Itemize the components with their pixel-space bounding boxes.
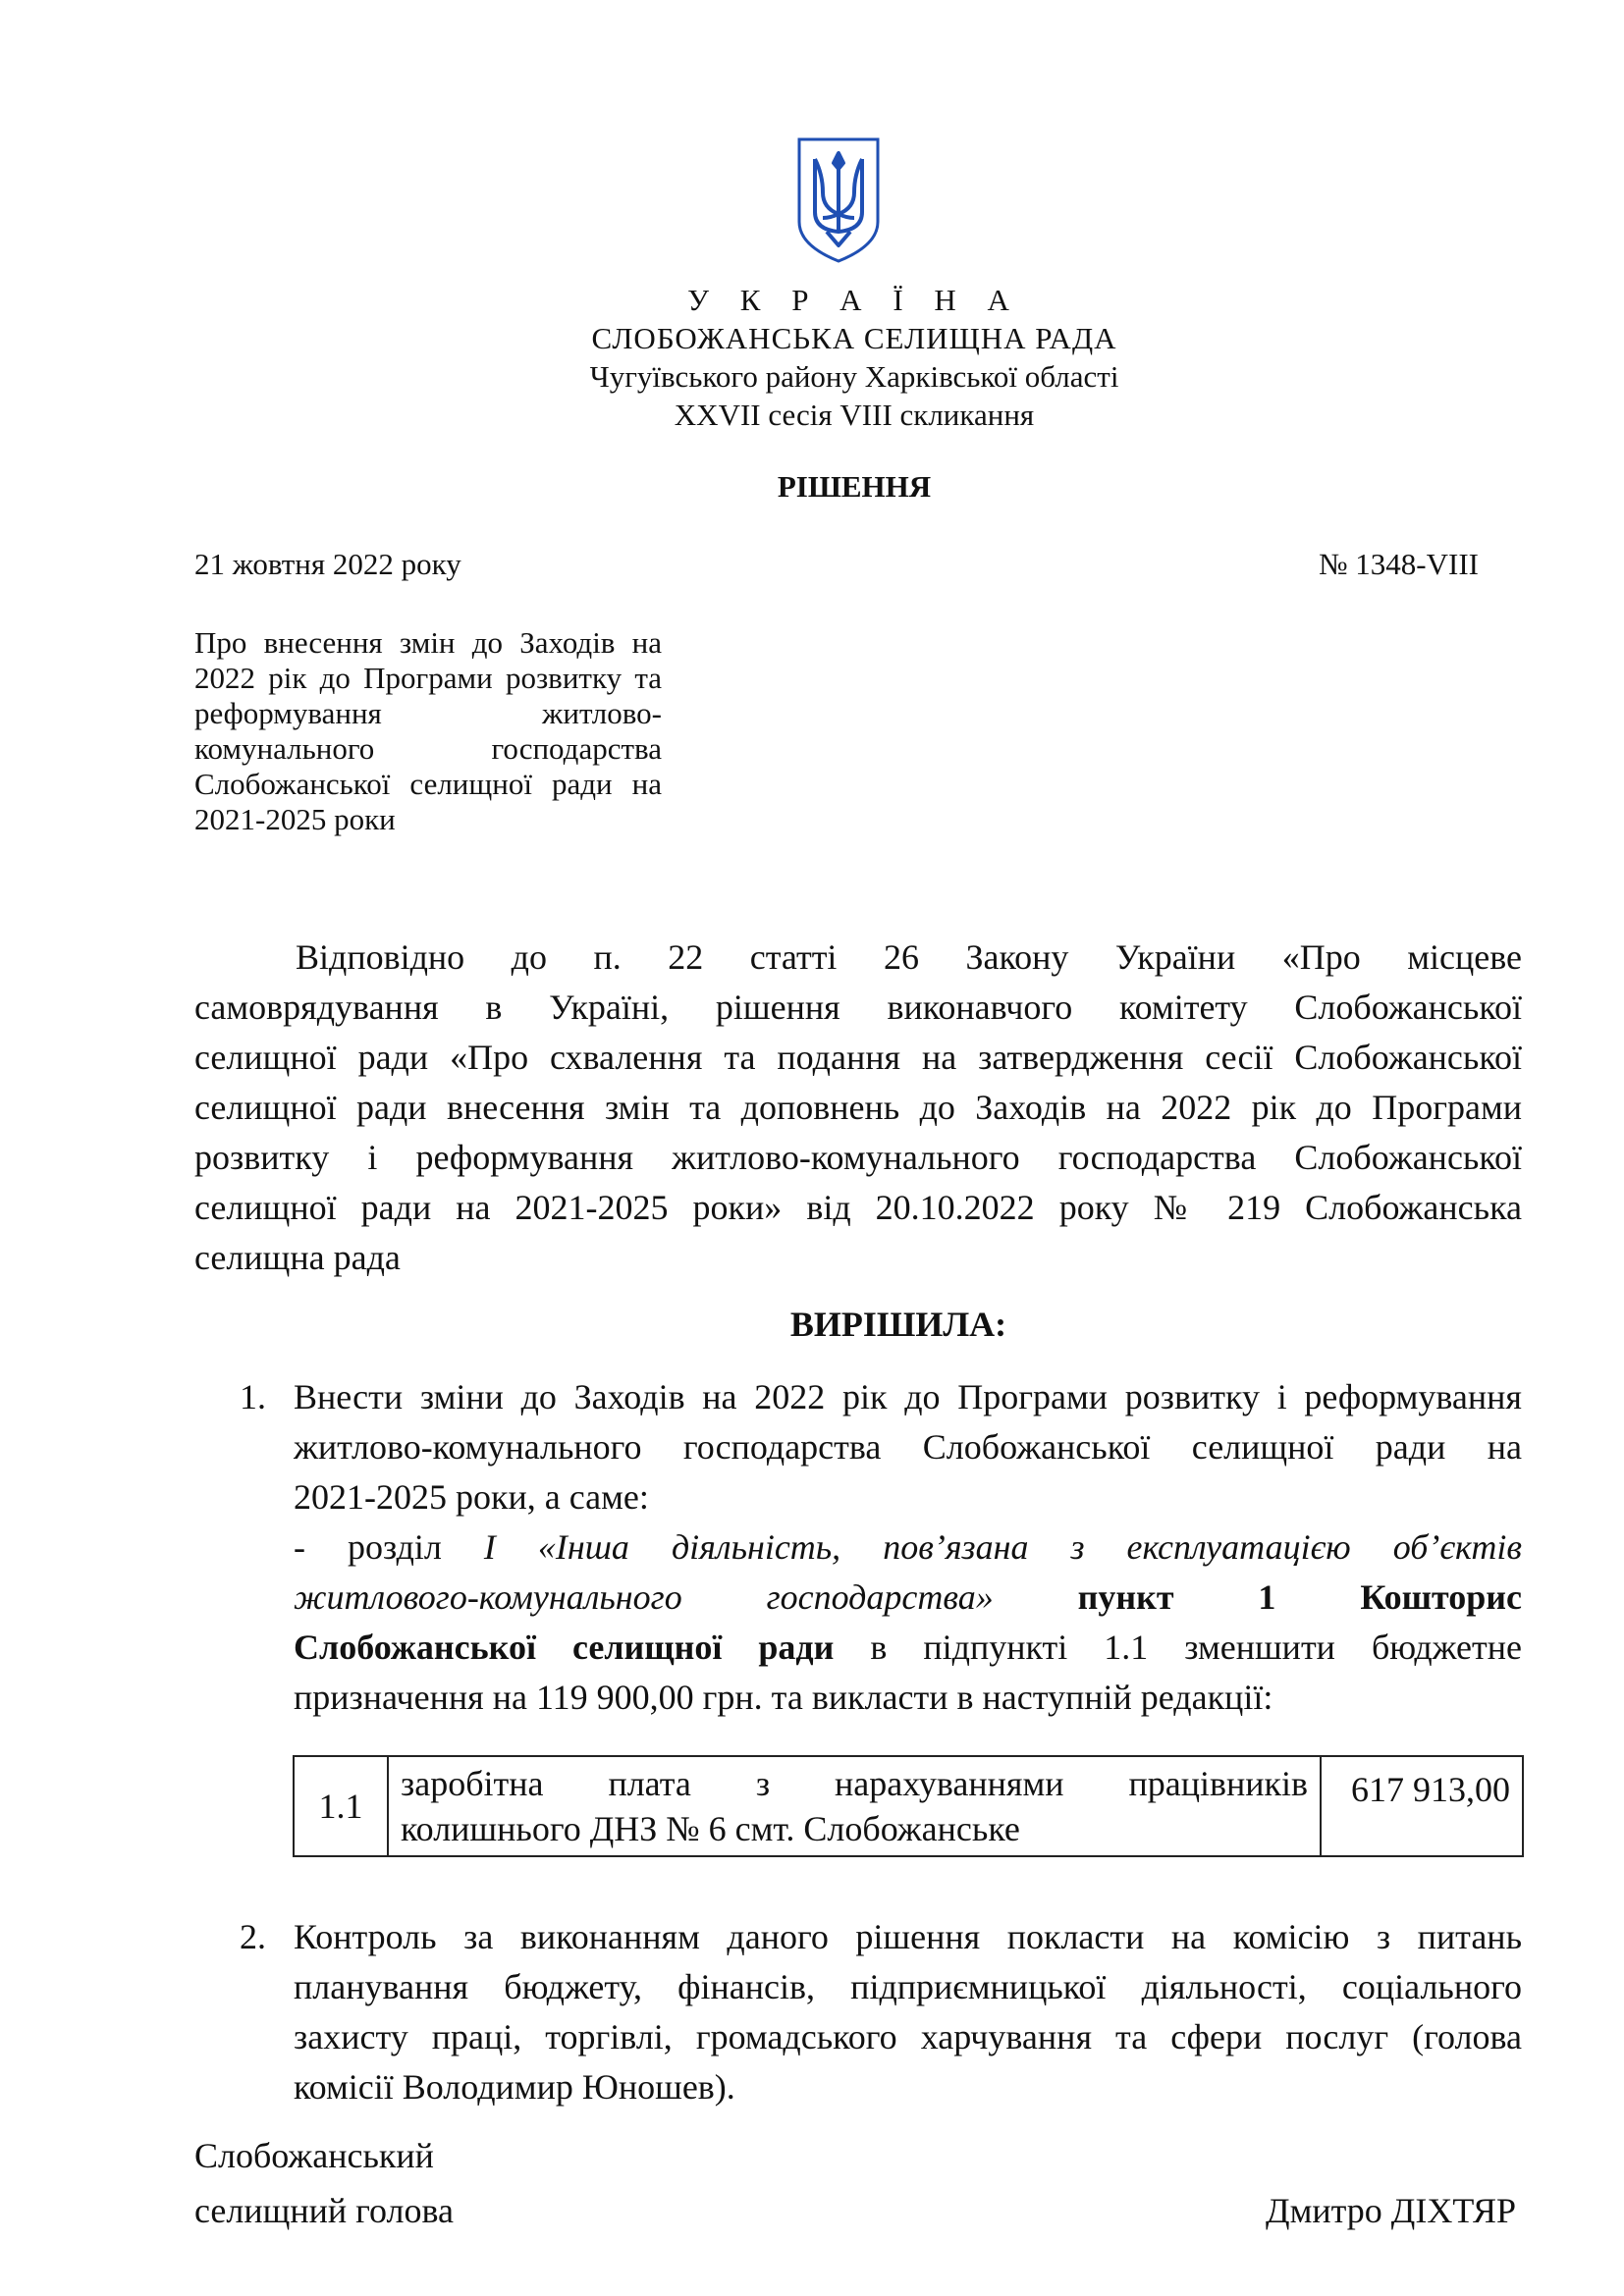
item-number: 2. bbox=[240, 1917, 266, 1956]
table-row bbox=[294, 1756, 1523, 1856]
signatory-title-line: Слобожанський bbox=[194, 2136, 434, 2175]
subject-line: 2022 рік до Програми розвитку та bbox=[194, 661, 662, 695]
description-line: заробітна плата з нарахуваннями працівників bbox=[401, 1764, 1308, 1803]
point-title-bold: Слобожанської селищної ради bbox=[294, 1628, 835, 1667]
preamble-line: розвитку і реформування житлово-комунального господарства Слобожанської bbox=[194, 1138, 1522, 1177]
subject-line: Про внесення змін до Заходів на bbox=[194, 625, 662, 660]
item-line: Контроль за виконанням даного рішення покласти на комісію з питань bbox=[294, 1917, 1522, 1956]
preamble-line: самоврядування в Україні, рішення виконавчого комітету Слобожанської bbox=[194, 988, 1522, 1027]
subject-line: реформування житлово- bbox=[194, 696, 662, 730]
item-line bbox=[294, 1573, 1522, 1623]
item-line: 2021-2025 роки, а саме: bbox=[294, 1477, 649, 1517]
subject-line: комунального господарства bbox=[194, 731, 662, 766]
preamble-line: селищної ради внесення змін та доповнень до Заходів на 2022 рік до Програми bbox=[194, 1088, 1522, 1127]
item-line: планування бюджету, фінансів, підприємницької діяльності, соціального bbox=[294, 1967, 1522, 2006]
item-text bbox=[294, 1912, 1522, 2112]
district-heading: Чугуївського району Харківської області bbox=[589, 359, 1119, 394]
table-cell-code: 1.1 bbox=[294, 1756, 388, 1856]
item-line: призначення на 119 900,00 грн. та викласти в наступній редакції: bbox=[294, 1678, 1273, 1717]
country-heading: У К Р А Ї Н А bbox=[687, 283, 1021, 317]
item-text bbox=[294, 1372, 1522, 1723]
resolved-heading: ВИРІШИЛА: bbox=[789, 1305, 1007, 1344]
description-line: колишнього ДНЗ № 6 смт. Слобожанське bbox=[401, 1809, 1020, 1848]
item-line: комісії Володимир Юношев). bbox=[294, 2067, 735, 2107]
preamble-line: селищна рада bbox=[194, 1238, 401, 1277]
signatory-name: Дмитро ДІХТЯР bbox=[1266, 2191, 1516, 2230]
signatory-title-line: селищний голова bbox=[194, 2191, 455, 2230]
subject-line: Слобожанської селищної ради на bbox=[194, 767, 662, 801]
preamble-line: Відповідно до п. 22 статті 26 Закону України «Про місцеве bbox=[296, 937, 1522, 977]
item-line bbox=[294, 1623, 1522, 1673]
point-title-bold: пункт 1 Кошторис bbox=[993, 1577, 1522, 1617]
tryzub-coat-of-arms-icon bbox=[793, 135, 884, 265]
section-title-italic: житлового-комунального господарства» bbox=[294, 1577, 994, 1617]
signatory-title bbox=[194, 2128, 454, 2238]
table-cell-description bbox=[388, 1756, 1321, 1856]
section-title-italic: І «Інша діяльність, пов’язана з експлуатацією об’єктів bbox=[483, 1527, 1523, 1567]
document-type-title: РІШЕННЯ bbox=[777, 469, 932, 504]
item-line: житлово-комунального господарства Слобожанської селищної ради на bbox=[294, 1427, 1522, 1467]
item-line bbox=[294, 1522, 1522, 1573]
subject-line: 2021-2025 роки bbox=[194, 802, 396, 836]
council-heading: СЛОБОЖАНСЬКА СЕЛИЩНА РАДА bbox=[591, 321, 1117, 355]
preamble-paragraph bbox=[194, 933, 1522, 1283]
section-prefix: - розділ bbox=[294, 1527, 484, 1567]
item-line: Внести зміни до Заходів на 2022 рік до Програми розвитку і реформування bbox=[294, 1377, 1522, 1416]
document-number: № 1348-VIII bbox=[1318, 547, 1479, 581]
session-heading: XXVII сесія VIII скликання bbox=[674, 398, 1035, 432]
table-cell-amount: 617 913,00 bbox=[1321, 1756, 1523, 1856]
document-date: 21 жовтня 2022 року bbox=[194, 547, 461, 581]
preamble-line: селищної ради на 2021-2025 роки» від 20.10.2022 року № 219 Слобожанська bbox=[194, 1188, 1522, 1227]
budget-table bbox=[293, 1755, 1524, 1857]
item-text-rest: в підпункті 1.1 зменшити бюджетне bbox=[834, 1628, 1522, 1667]
item-line: захисту праці, торгівлі, громадського харчування та сфери послуг (голова bbox=[294, 2017, 1522, 2056]
preamble-line: селищної ради «Про схвалення та подання на затвердження сесії Слобожанської bbox=[194, 1038, 1522, 1077]
item-number: 1. bbox=[240, 1377, 266, 1416]
subject-block bbox=[194, 625, 662, 837]
